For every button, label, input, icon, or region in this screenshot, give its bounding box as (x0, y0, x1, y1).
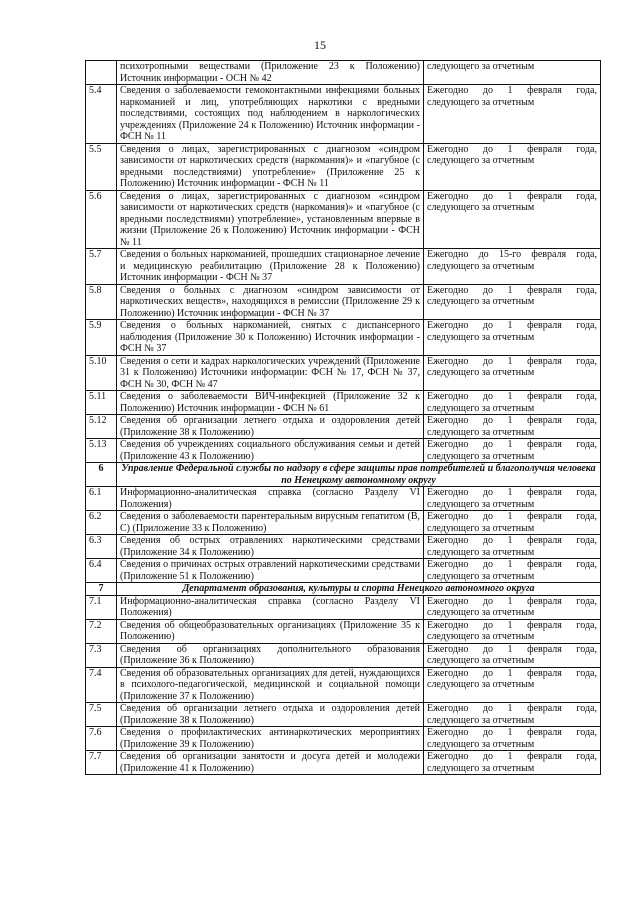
page-number: 15 (314, 38, 326, 52)
deadline-line-1: Ежегодно до 1 февраля года, (427, 487, 597, 498)
deadline-line-2: следующего за отчетным (427, 498, 535, 510)
section-header-row (86, 583, 601, 596)
row-number: 5.9 (86, 320, 117, 356)
row-number: 5.10 (86, 355, 117, 391)
row-deadline (424, 559, 601, 583)
table-row (86, 85, 601, 144)
row-number: 5.11 (86, 391, 117, 415)
table-row (86, 703, 601, 727)
deadline-line-2: следующего за отчетным (427, 260, 535, 272)
row-description: Сведения о больных с диагнозом «синдром зависимости от наркотических веществ», находящихся в ремиссии (Приложение 29 к Положению) Источник информации - ФСН № 37 (117, 284, 424, 320)
row-number: 5.5 (86, 143, 117, 190)
section-title: Управление Федеральной службы по надзору в сфере защиты прав потребителей и благополучия человека по Ненецкому автономному округу (117, 463, 601, 487)
row-deadline (424, 391, 601, 415)
deadline-line-2: следующего за отчетным (427, 631, 535, 642)
deadline-line-1: следующего за отчетным (427, 61, 535, 72)
deadline-line-1: Ежегодно до 1 февраля года, (427, 320, 597, 331)
table-row (86, 619, 601, 643)
row-description: Сведения о лицах, зарегистрированных с диагнозом «синдром зависимости от наркотических средств (наркомания)» и «пагубное (с вредными последствиями) употребление», установленным впервые в жизни (Приложение 26 к Положению) Источник информации - ФСН № 11 (117, 190, 424, 249)
row-description: Сведения о лицах, зарегистрированных с диагнозом «синдром зависимости от наркотических средств (наркомания)» и «пагубное (с вредными последствиями) употребление» (Приложение 25 к Положению) Источник информации - ФСН № 11 (117, 143, 424, 190)
row-number: 5.7 (86, 249, 117, 285)
row-number: 6.4 (86, 559, 117, 583)
row-deadline (424, 439, 601, 463)
row-number (86, 61, 117, 85)
table-row (86, 355, 601, 391)
row-number: 5.6 (86, 190, 117, 249)
row-deadline (424, 415, 601, 439)
table-row (86, 595, 601, 619)
row-deadline (424, 667, 601, 703)
deadline-line-1: Ежегодно до 1 февраля года, (427, 415, 597, 426)
deadline-line-2: следующего за отчетным (427, 450, 535, 462)
row-number: 5.12 (86, 415, 117, 439)
row-description: Информационно-аналитическая справка (согласно Разделу VI Положения) (117, 487, 424, 511)
row-deadline (424, 535, 601, 559)
row-deadline (424, 61, 601, 85)
row-deadline (424, 643, 601, 667)
reporting-table-body (86, 61, 601, 775)
row-number: 7.2 (86, 619, 117, 643)
table-row (86, 667, 601, 703)
deadline-line-1: Ежегодно до 1 февраля года, (427, 511, 597, 522)
deadline-line-2: следующего за отчетным (427, 367, 535, 378)
row-deadline (424, 85, 601, 144)
table-row (86, 727, 601, 751)
row-description: Информационно-аналитическая справка (согласно Разделу VI Положения) (117, 595, 424, 619)
row-description: Сведения о профилактических антинаркотических мероприятиях (Приложение 39 к Положению) (117, 727, 424, 751)
deadline-line-1: Ежегодно до 1 февраля года, (427, 535, 597, 546)
deadline-line-2: следующего за отчетным (427, 96, 535, 108)
deadline-line-1: Ежегодно до 1 февраля года, (427, 727, 597, 738)
deadline-line-2: следующего за отчетным (427, 762, 535, 774)
deadline-line-1: Ежегодно до 1 февраля года, (427, 143, 597, 155)
deadline-line-1: Ежегодно до 1 февраля года, (427, 595, 597, 607)
row-description: Сведения об общеобразовательных организациях (Приложение 35 к Положению) (117, 619, 424, 643)
deadline-line-2: следующего за отчетным (427, 202, 535, 213)
row-deadline (424, 595, 601, 619)
section-title: Департамент образования, культуры и спорта Ненецкого автономного округа (117, 583, 601, 596)
table-row (86, 511, 601, 535)
reporting-table (85, 60, 601, 775)
row-deadline (424, 143, 601, 190)
row-deadline (424, 619, 601, 643)
row-number: 7.3 (86, 643, 117, 667)
deadline-line-2: следующего за отчетным (427, 607, 535, 618)
row-number: 5.4 (86, 85, 117, 144)
table-row (86, 284, 601, 320)
deadline-line-1: Ежегодно до 15-го февраля года, (427, 249, 597, 260)
row-number: 6.3 (86, 535, 117, 559)
row-description: Сведения об организации занятости и досуга детей и молодежи (Приложение 41 к Положению) (117, 751, 424, 775)
deadline-line-2: следующего за отчетным (427, 296, 535, 307)
deadline-line-1: Ежегодно до 1 февраля года, (427, 355, 597, 367)
row-description: Сведения об организациях дополнительного образования (Приложение 36 к Положению) (117, 643, 424, 667)
row-description: Сведения об организации летнего отдыха и оздоровления детей (Приложение 38 к Положению) (117, 415, 424, 439)
table-row (86, 249, 601, 285)
deadline-line-1: Ежегодно до 1 февраля года, (427, 85, 597, 96)
row-number: 7.7 (86, 751, 117, 775)
row-description: Сведения о сети и кадрах наркологических учреждений (Приложение 31 к Положению) Источники информации: ФСН № 17, ФСН № 37, ФСН № 30, ФСН № 47 (117, 355, 424, 391)
row-deadline (424, 190, 601, 249)
deadline-line-2: следующего за отчетным (427, 522, 535, 534)
table-row (86, 61, 601, 85)
row-deadline (424, 751, 601, 775)
section-number: 6 (86, 463, 117, 487)
deadline-line-1: Ежегодно до 1 февраля года, (427, 643, 597, 655)
section-number: 7 (86, 583, 117, 596)
deadline-line-1: Ежегодно до 1 февраля года, (427, 284, 597, 296)
row-description: Сведения об образовательных организациях для детей, нуждающихся в психолого-педагогической, медицинской и социальной помощи (Приложение 37 к Положению) (117, 667, 424, 703)
table-row (86, 535, 601, 559)
deadline-line-2: следующего за отчетным (427, 331, 535, 343)
row-description: психотропными веществами (Приложение 23 к Положению) Источник информации - ОСН № 42 (117, 61, 424, 85)
row-description: Сведения о больных наркоманией, снятых с диспансерного наблюдения (Приложение 30 к Положению) Источник информации - ФСН № 37 (117, 320, 424, 356)
deadline-line-2: следующего за отчетным (427, 655, 535, 666)
row-number: 5.13 (86, 439, 117, 463)
table-row (86, 320, 601, 356)
table-row (86, 439, 601, 463)
deadline-line-2: следующего за отчетным (427, 570, 535, 582)
table-row (86, 190, 601, 249)
deadline-line-2: следующего за отчетным (427, 402, 535, 414)
table-row (86, 487, 601, 511)
row-description: Сведения о заболеваемости парентеральным вирусным гепатитом (В, С) (Приложение 33 к Положению) (117, 511, 424, 535)
deadline-line-2: следующего за отчетным (427, 738, 535, 750)
deadline-line-2: следующего за отчетным (427, 714, 535, 726)
table-row (86, 143, 601, 190)
row-deadline (424, 284, 601, 320)
row-description: Сведения об организации летнего отдыха и оздоровления детей (Приложение 38 к Положению) (117, 703, 424, 727)
deadline-line-1: Ежегодно до 1 февраля года, (427, 391, 597, 402)
deadline-line-1: Ежегодно до 1 февраля года, (427, 559, 597, 570)
row-number: 7.6 (86, 727, 117, 751)
row-number: 5.8 (86, 284, 117, 320)
deadline-line-1: Ежегодно до 1 февраля года, (427, 439, 597, 450)
row-number: 7.1 (86, 595, 117, 619)
table-row (86, 559, 601, 583)
section-header-row (86, 463, 601, 487)
deadline-line-1: Ежегодно до 1 февраля года, (427, 667, 597, 679)
row-description: Сведения об острых отравлениях наркотическими средствами (Приложение 34 к Положению) (117, 535, 424, 559)
row-deadline (424, 727, 601, 751)
row-number: 7.4 (86, 667, 117, 703)
deadline-line-1: Ежегодно до 1 февраля года, (427, 751, 597, 762)
row-deadline (424, 320, 601, 356)
deadline-line-2: следующего за отчетным (427, 546, 535, 558)
row-description: Сведения о причинах острых отравлений наркотическими средствами (Приложение 51 к Положению) (117, 559, 424, 583)
row-number: 7.5 (86, 703, 117, 727)
table-row (86, 391, 601, 415)
row-description: Сведения об учреждениях социального обслуживания семьи и детей (Приложение 43 к Положению) (117, 439, 424, 463)
row-deadline (424, 355, 601, 391)
deadline-line-2: следующего за отчетным (427, 155, 535, 166)
table-row (86, 415, 601, 439)
deadline-line-2: следующего за отчетным (427, 426, 535, 438)
table-row (86, 643, 601, 667)
row-description: Сведения о заболеваемости ВИЧ-инфекцией (Приложение 32 к Положению) Источник информации - ФСН № 61 (117, 391, 424, 415)
deadline-line-1: Ежегодно до 1 февраля года, (427, 190, 597, 202)
row-deadline (424, 249, 601, 285)
deadline-line-2: следующего за отчетным (427, 679, 535, 690)
row-number: 6.2 (86, 511, 117, 535)
row-description: Сведения о больных наркоманией, прошедших стационарное лечение и медицинскую реабилитацию (Приложение 28 к Положению) Источник информации - ФСН № 37 (117, 249, 424, 285)
row-description: Сведения о заболеваемости гемоконтактными инфекциями больных наркоманией и лиц, употребляющих наркотики с вредными последствиями, состоящих под наблюдением в наркологических учреждениях (Приложение 24 к Положению) Источник информации - ФСН № 11 (117, 85, 424, 144)
row-deadline (424, 703, 601, 727)
row-deadline (424, 487, 601, 511)
row-number: 6.1 (86, 487, 117, 511)
row-deadline (424, 511, 601, 535)
deadline-line-1: Ежегодно до 1 февраля года, (427, 619, 597, 631)
deadline-line-1: Ежегодно до 1 февраля года, (427, 703, 597, 714)
table-row (86, 751, 601, 775)
